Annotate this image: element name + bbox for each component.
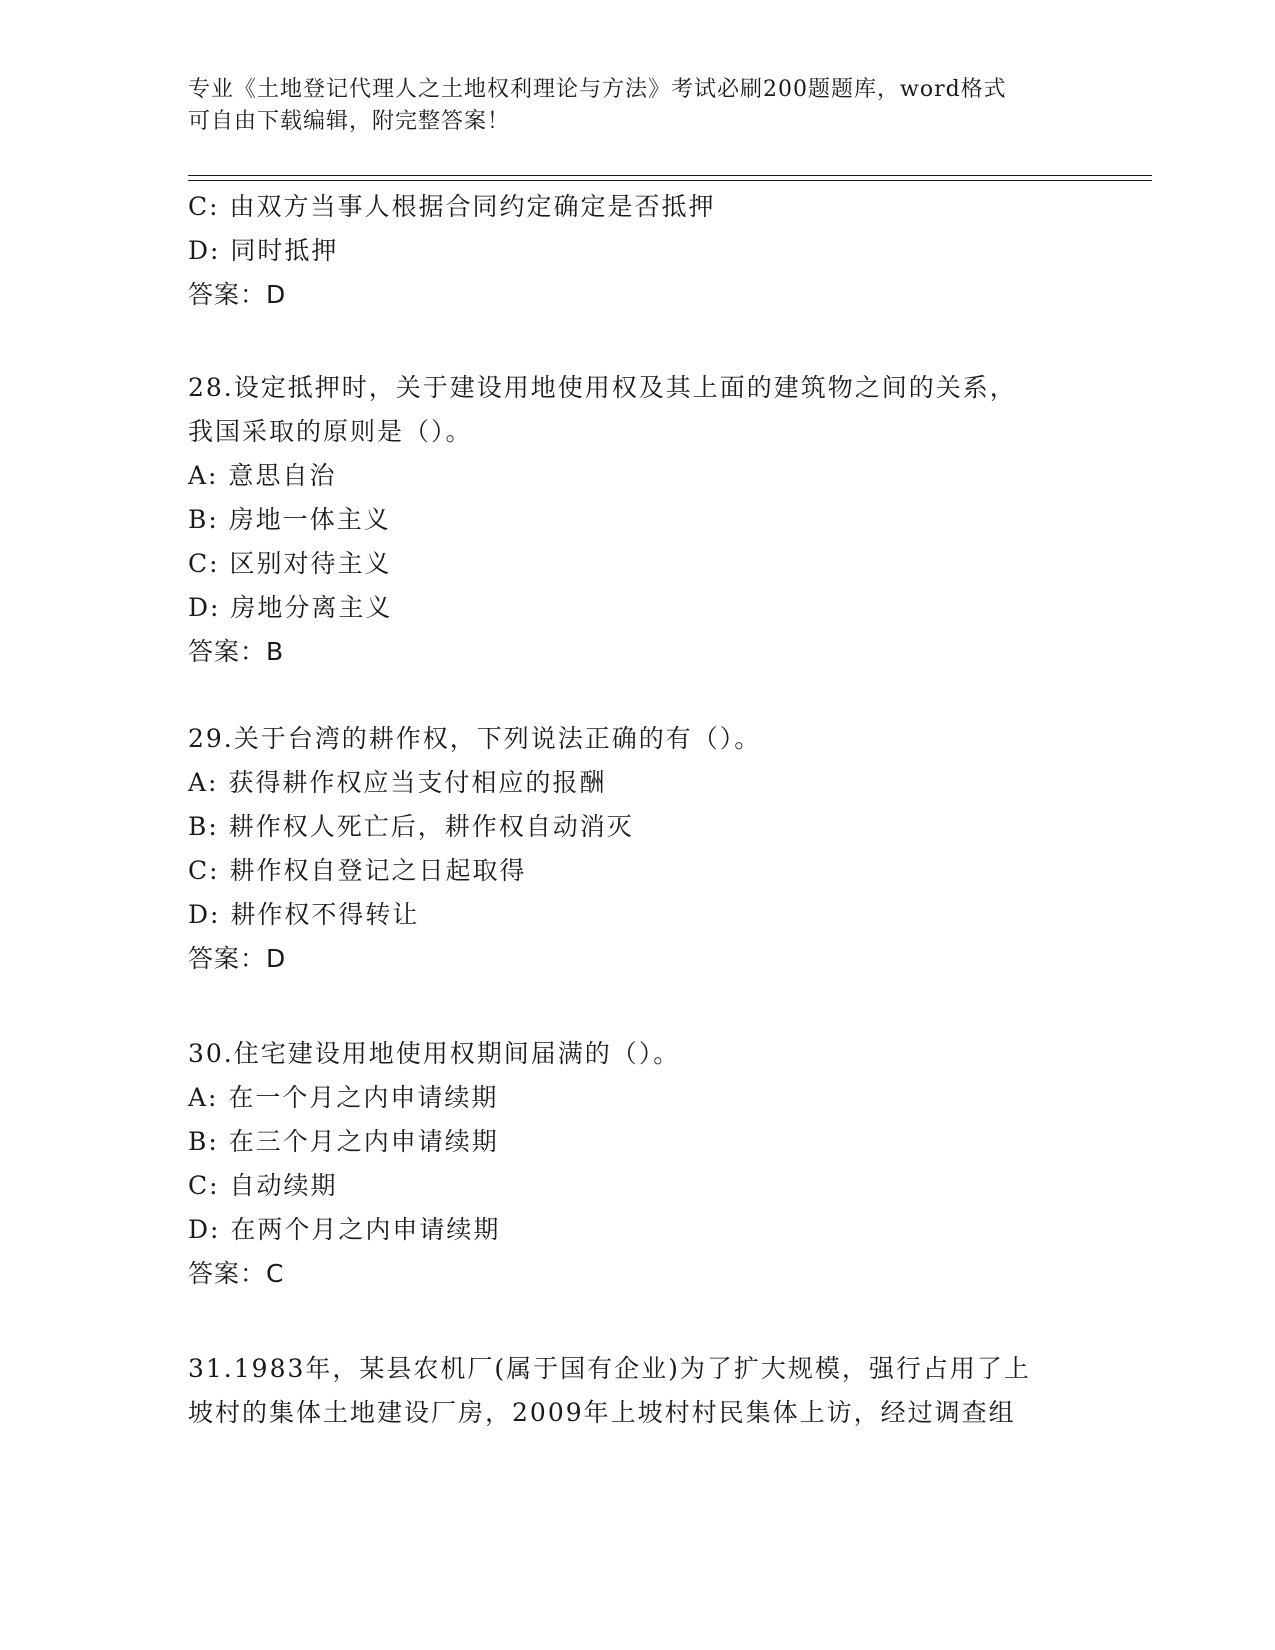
q31-stem-line-1: 31.1983年，某县农机厂(属于国有企业)为了扩大规模，强行占用了上 (188, 1354, 1031, 1383)
q30-option-b: B: 在三个月之内申请续期 (188, 1127, 499, 1156)
q28-option-b: B: 房地一体主义 (188, 505, 391, 534)
q27-answer: 答案：D (188, 280, 287, 309)
q30-option-d: D: 在两个月之内申请续期 (188, 1215, 501, 1244)
q28-option-d: D: 房地分离主义 (188, 593, 393, 622)
q27-option-c: C: 由双方当事人根据合同约定确定是否抵押 (188, 192, 716, 221)
q30-option-c: C: 自动续期 (188, 1171, 338, 1200)
page-header (188, 74, 1088, 138)
q29-stem: 29.关于台湾的耕作权，下列说法正确的有（）。 (188, 724, 762, 753)
q28-answer: 答案：B (188, 637, 285, 666)
q29-option-a: A: 获得耕作权应当支付相应的报酬 (188, 768, 607, 797)
q28-option-a: A: 意思自治 (188, 461, 337, 490)
q28-stem-line-1: 28.设定抵押时，关于建设用地使用权及其上面的建筑物之间的关系， (188, 373, 1017, 402)
q28-option-c: C: 区别对待主义 (188, 549, 392, 578)
q29-option-d: D: 耕作权不得转让 (188, 900, 420, 929)
header-line-2: 可自由下载编辑，附完整答案！ (188, 109, 511, 134)
q31-stem-line-2: 坡村的集体土地建设厂房，2009年上坡村村民集体上访，经过调查组 (188, 1398, 1016, 1427)
q30-stem: 30.住宅建设用地使用权期间届满的（）。 (188, 1039, 681, 1068)
header-divider (188, 175, 1152, 181)
header-line-1: 专业《土地登记代理人之土地权利理论与方法》考试必刷200题题库，word格式 (188, 77, 1007, 102)
q29-option-b: B: 耕作权人死亡后，耕作权自动消灭 (188, 812, 634, 841)
q30-option-a: A: 在一个月之内申请续期 (188, 1083, 499, 1112)
q30-answer: 答案：C (188, 1259, 285, 1288)
q27-option-d: D: 同时抵押 (188, 236, 339, 265)
q29-answer: 答案：D (188, 944, 287, 973)
q28-stem-line-2: 我国采取的原则是（）。 (188, 417, 473, 446)
q29-option-c: C: 耕作权自登记之日起取得 (188, 856, 527, 885)
